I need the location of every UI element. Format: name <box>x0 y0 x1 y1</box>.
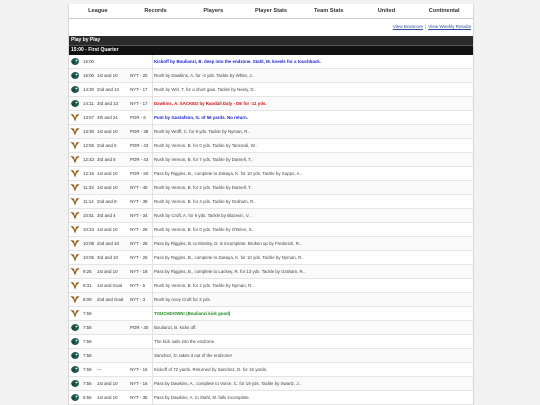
column-divider <box>152 153 153 166</box>
play-description: Pass by Riggins, B., complete to Zakaya, K. for 10 yds. Tackle by Suppo, A.. <box>154 171 303 176</box>
new-york-team-logo-icon <box>70 85 80 94</box>
play-description: Rush by Acey Croft for 3 yds. <box>154 297 211 302</box>
new-york-team-logo-icon <box>70 379 80 388</box>
new-york-team-logo-icon <box>70 71 80 80</box>
play-row <box>69 223 473 237</box>
play-down-distance: 4th and 24 <box>97 115 118 120</box>
play-time: 14:11 <box>83 101 94 106</box>
play-row <box>69 139 473 153</box>
play-field-position: NYT - 17 <box>130 87 148 92</box>
play-description: Pass by Riggins, B., complete to Lackey, R. for 13 yds. Tackle by Graham, R.. <box>154 269 306 274</box>
column-divider <box>152 209 153 222</box>
play-time: 8:09 <box>83 297 92 302</box>
play-row <box>69 321 473 335</box>
play-description: Rush by Wolff, C. for 5 yds. Tackle by Nyman, R.. <box>154 129 250 134</box>
new-york-team-logo-icon <box>70 99 80 108</box>
play-field-position: POR - 6 <box>130 115 146 120</box>
play-down-distance: 1st and 10 <box>97 73 118 78</box>
play-row <box>69 55 473 69</box>
play-time: 8:31 <box>83 283 92 288</box>
top-navigation <box>69 4 473 19</box>
play-time: 7:56 <box>83 381 92 386</box>
play-description: Rush by Dawkins, A. for -3 yds. Tackle by White, J.. <box>154 73 254 78</box>
play-field-position: POR - 30 <box>130 325 149 330</box>
quarter-header: 15:00 - First Quarter <box>69 45 473 55</box>
play-row <box>69 209 473 223</box>
column-divider <box>152 223 153 236</box>
play-time: 6:56 <box>83 395 92 400</box>
play-field-position: NYT - 38 <box>130 199 148 204</box>
play-down-distance: 2nd and 5 <box>97 143 117 148</box>
nav-player-stats[interactable]: Player Stats <box>255 8 288 14</box>
play-row <box>69 237 473 251</box>
column-divider <box>152 111 153 124</box>
play-time: 13:30 <box>83 129 94 134</box>
play-description: Rush by Croft, A. for 6 yds. Tackle by Blazevic, V.. <box>154 213 251 218</box>
view-boxscore-link[interactable]: View Boxscore <box>392 24 424 29</box>
play-field-position: NYT - 28 <box>130 227 148 232</box>
play-down-distance: 3rd and 10 <box>97 255 118 260</box>
play-time: 12:43 <box>83 157 94 162</box>
play-field-position: NYT - 16 <box>130 381 148 386</box>
play-row <box>69 153 473 167</box>
play-field-position: POR - 50 <box>130 171 149 176</box>
play-row <box>69 349 473 363</box>
portland-team-logo-icon <box>70 239 80 248</box>
play-down-distance: 1st and 10 <box>97 395 118 400</box>
column-divider <box>152 139 153 152</box>
portland-team-logo-icon <box>70 197 80 206</box>
column-divider <box>152 265 153 278</box>
nav-records[interactable]: Records <box>144 8 167 14</box>
play-description: Sanchez, D. takes it out of the endzone! <box>154 353 232 358</box>
play-row <box>69 265 473 279</box>
play-field-position: POR - 43 <box>130 143 149 148</box>
play-time: 10:23 <box>83 227 94 232</box>
play-row <box>69 293 473 307</box>
play-time: 7:58 <box>83 311 92 316</box>
column-divider <box>152 181 153 194</box>
play-time: 7:58 <box>83 367 92 372</box>
play-row <box>69 279 473 293</box>
play-description: Rush by Vernon, B. for 4 yds. Tackle by Graham, R.. <box>154 199 256 204</box>
play-description: Pass by Dawkins, A., complete to Vorce, C. for 19 yds. Tackle by Swartz, J.. <box>154 381 302 386</box>
view-weekly-results-link[interactable]: View Weekly Results <box>428 24 471 29</box>
new-york-team-logo-icon <box>70 351 80 360</box>
play-time: 14:30 <box>83 87 94 92</box>
nav-league[interactable]: League <box>88 8 108 14</box>
column-divider <box>152 83 153 96</box>
play-time: 11:33 <box>83 185 94 190</box>
column-divider <box>152 391 153 404</box>
portland-team-logo-icon <box>70 225 80 234</box>
nav-continental[interactable]: Continental <box>428 8 460 14</box>
play-time: 7:58 <box>83 353 92 358</box>
nav-united[interactable]: United <box>377 8 396 14</box>
play-description: Boulianzi, B. kicks off. <box>154 325 197 330</box>
new-york-team-logo-icon <box>70 337 80 346</box>
play-row <box>69 181 473 195</box>
new-york-team-logo-icon <box>70 393 80 402</box>
play-description: Rush by Vernon, B. for 0 yds. Tackle by O'Brien, S.. <box>154 227 255 232</box>
portland-team-logo-icon <box>70 141 80 150</box>
play-down-distance: 1st and Goal <box>97 283 122 288</box>
new-york-team-logo-icon <box>70 57 80 66</box>
play-description: The kick sails into the endzone. <box>154 339 216 344</box>
play-time: 15:00 <box>83 59 94 64</box>
play-down-distance: 1st and 10 <box>97 171 118 176</box>
play-description: Punt by Gustafson, G. of 56 yards. No return. <box>154 115 248 120</box>
play-down-distance: 1st and 10 <box>97 129 118 134</box>
play-time: 10:08 <box>83 241 94 246</box>
play-time: 11:14 <box>83 199 94 204</box>
play-description: Rush by Wirl, T. for a short gain. Tackle by Neely, D.. <box>154 87 256 92</box>
column-divider <box>152 335 153 348</box>
play-down-distance: 1st and 10 <box>97 185 118 190</box>
play-field-position: NYT - 16 <box>130 367 148 372</box>
play-field-position: POR - 43 <box>130 157 149 162</box>
play-row <box>69 307 473 321</box>
column-divider <box>152 97 153 110</box>
play-down-distance: 2nd and 8 <box>97 199 117 204</box>
play-field-position: NYT - 5 <box>130 283 146 288</box>
column-divider <box>152 293 153 306</box>
play-description: Rush by Vernon, B. for 7 yds. Tackle by Darnell, T.. <box>154 157 253 162</box>
play-down-distance: 3rd and 5 <box>97 157 116 162</box>
portland-team-logo-icon <box>70 253 80 262</box>
new-york-team-logo-icon <box>70 323 80 332</box>
portland-team-logo-icon <box>70 281 80 290</box>
play-list <box>69 55 473 405</box>
column-divider <box>152 307 153 320</box>
play-row <box>69 377 473 391</box>
new-york-team-logo-icon <box>70 365 80 374</box>
column-divider <box>152 321 153 334</box>
play-down-distance: 1st and 10 <box>97 269 118 274</box>
portland-team-logo-icon <box>70 127 80 136</box>
play-row <box>69 69 473 83</box>
play-field-position: NYT - 40 <box>130 185 148 190</box>
play-time: 10:05 <box>83 255 94 260</box>
play-row <box>69 83 473 97</box>
play-field-position: NYT - 34 <box>130 213 148 218</box>
play-time: 12:58 <box>83 143 94 148</box>
play-time: 7:58 <box>83 339 92 344</box>
play-down-distance: 2nd and 10 <box>97 241 119 246</box>
portland-team-logo-icon <box>70 183 80 192</box>
play-time: 12:15 <box>83 171 94 176</box>
play-time: 13:57 <box>83 115 94 120</box>
play-down-distance: 2nd and 13 <box>97 87 119 92</box>
column-divider <box>152 349 153 362</box>
nav-team-stats[interactable]: Team Stats <box>314 8 344 14</box>
play-row <box>69 125 473 139</box>
play-field-position: NYT - 28 <box>130 255 148 260</box>
play-row <box>69 391 473 405</box>
play-row <box>69 335 473 349</box>
play-description: Kickoff by Boulianzi, B. deep into the endzone. Stahl, M. kneels for a touchback. <box>154 59 321 64</box>
play-field-position: NYT - 28 <box>130 241 148 246</box>
play-time: 9:25 <box>83 269 92 274</box>
view-links <box>69 19 473 33</box>
play-row <box>69 111 473 125</box>
play-description: Pass by Riggins, B. to Mosley, D. is incomplete. Broken up by Frederick, R.. <box>154 241 302 246</box>
play-description: Rush by Vernon, B. for 2 yds. Tackle by Nyman, R.. <box>154 283 254 288</box>
portland-team-logo-icon <box>70 113 80 122</box>
play-row <box>69 363 473 377</box>
play-description: Pass by Dawkins, A. to Stahl, M. falls incomplete. <box>154 395 250 400</box>
portland-team-logo-icon <box>70 309 80 318</box>
play-down-distance: --- <box>97 367 102 372</box>
play-down-distance: 1st and 10 <box>97 227 118 232</box>
play-field-position: NYT - 18 <box>130 269 148 274</box>
section-title: Play by Play <box>69 36 473 45</box>
column-divider <box>152 195 153 208</box>
nav-players[interactable]: Players <box>203 8 224 14</box>
portland-team-logo-icon <box>70 155 80 164</box>
main-content <box>68 4 474 405</box>
play-row <box>69 97 473 111</box>
play-field-position: NYT - 17 <box>130 101 148 106</box>
portland-team-logo-icon <box>70 267 80 276</box>
play-row <box>69 167 473 181</box>
play-description: Dawkins, A. SACKED by Randall Daly - DE for -11 yds. <box>154 101 267 106</box>
play-field-position: NYT - 3 <box>130 297 146 302</box>
link-separator: | <box>425 24 427 29</box>
play-description: Rush by Vernon, B. for 2 yds. Tackle by Darnell, T.. <box>154 185 253 190</box>
play-row <box>69 251 473 265</box>
column-divider <box>152 237 153 250</box>
play-description: Pass by Riggins, B., complete to Zakaya, K. for 10 yds. Tackle by Nyman, R.. <box>154 255 304 260</box>
column-divider <box>152 377 153 390</box>
play-time: 10:51 <box>83 213 94 218</box>
play-description: Rush by Vernon, B. for 0 yds. Tackle by Tancredi, W.. <box>154 143 258 148</box>
portland-team-logo-icon <box>70 211 80 220</box>
play-field-position: NYT - 20 <box>130 73 148 78</box>
play-field-position: POR - 38 <box>130 129 149 134</box>
column-divider <box>152 55 153 68</box>
portland-team-logo-icon <box>70 295 80 304</box>
column-divider <box>152 251 153 264</box>
column-divider <box>152 363 153 376</box>
play-time: 15:00 <box>83 73 94 78</box>
play-field-position: NYT - 35 <box>130 395 148 400</box>
column-divider <box>152 167 153 180</box>
play-down-distance: 3rd and 4 <box>97 213 116 218</box>
play-time: 7:58 <box>83 325 92 330</box>
portland-team-logo-icon <box>70 169 80 178</box>
play-down-distance: 1st and 10 <box>97 381 118 386</box>
play-down-distance: 2nd and Goal <box>97 297 124 302</box>
play-description: TOUCHDOWN! (Boulianzi kick good) <box>154 311 231 316</box>
play-row <box>69 195 473 209</box>
play-description: Kickoff of 72 yards. Returned by Sanchez, D. for 16 yards. <box>154 367 268 372</box>
play-down-distance: 3rd and 13 <box>97 101 118 106</box>
column-divider <box>152 279 153 292</box>
column-divider <box>152 69 153 82</box>
column-divider <box>152 125 153 138</box>
